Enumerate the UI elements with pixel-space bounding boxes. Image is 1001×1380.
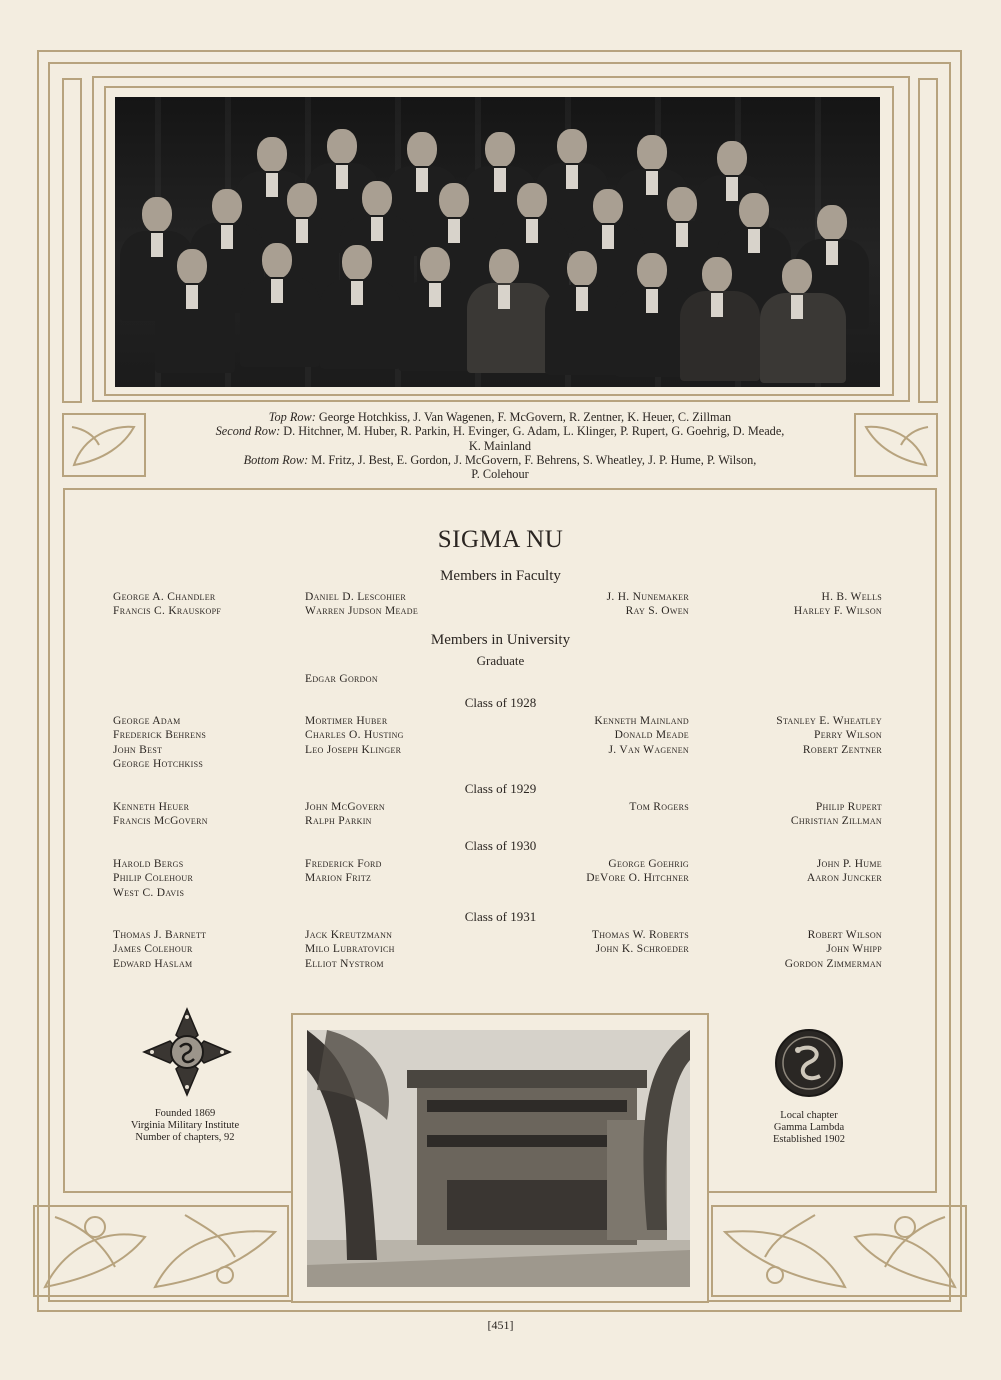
bottom-left-leaf-ornament	[33, 1205, 289, 1297]
right-pillar	[918, 78, 938, 403]
c1931-col2: Jack Kreutzmann Milo Lubratovich Elliot Nystrom	[305, 929, 395, 970]
class-1928-heading: Class of 1928	[464, 695, 537, 710]
c1928-col1: George Adam Frederick Behrens John Best George Hotchkiss	[113, 715, 207, 771]
c1928-col2: Mortimer Huber Charles O. Husting Leo Joseph Klinger	[305, 715, 404, 756]
page-number: [451]	[487, 1318, 514, 1332]
left-pillar	[62, 78, 82, 403]
faculty-heading: Members in Faculty	[440, 568, 561, 584]
c1929-col4: Philip Rupert Christian Zillman	[790, 801, 882, 828]
caption-second-label: Second Row:	[215, 424, 281, 439]
caption-second-cont: K. Mainland	[468, 438, 532, 453]
faculty-col4: H. B. Wells Harley F. Wilson	[793, 591, 882, 618]
founded-line3: Number of chapters, 92	[135, 1132, 235, 1143]
bottom-right-leaf-ornament	[711, 1205, 967, 1297]
chapter-house-photograph	[307, 1030, 690, 1287]
serpent-emblem-icon	[774, 1028, 844, 1098]
caption-bottom-names: M. Fritz, J. Best, E. Gordon, J. McGovern, F. Behrens, S. Wheatley, J. P. Hume, P. Wilson,	[308, 452, 757, 467]
caption-top-names: George Hotchkiss, J. Van Wagenen, F. McGovern, R. Zentner, K. Heuer, C. Zillman	[315, 410, 732, 424]
c1931-col3: Thomas W. Roberts John K. Schroeder	[591, 929, 689, 956]
page-title: SIGMA NU	[437, 526, 564, 553]
photo-caption	[140, 410, 860, 481]
class-1929-heading: Class of 1929	[464, 781, 537, 796]
local-line2: Gamma Lambda	[773, 1122, 845, 1133]
c1931-col1: Thomas J. Barnett James Colehour Edward Haslam	[113, 929, 207, 970]
c1930-col1: Harold Bergs Philip Colehour West C. Davis	[113, 858, 194, 899]
founded-line1: Founded 1869	[154, 1108, 216, 1119]
graduate-heading: Graduate	[476, 653, 525, 668]
caption-bottom-cont: P. Colehour	[471, 467, 529, 482]
local-line3: Established 1902	[772, 1134, 846, 1145]
class-1931-heading: Class of 1931	[464, 909, 537, 924]
c1929-col3: Tom Rogers	[629, 801, 689, 813]
caption-top-label: Top Row:	[268, 410, 316, 424]
group-photograph	[115, 97, 880, 387]
c1931-col4: Robert Wilson John Whipp Gordon Zimmerman	[784, 929, 882, 970]
faculty-col3: J. H. Nunemaker Ray S. Owen	[606, 591, 689, 618]
c1930-col2: Frederick Ford Marion Fritz	[305, 858, 382, 885]
local-line1: Local chapter	[780, 1110, 838, 1121]
c1930-col3: George Goehrig DeVore O. Hitchner	[586, 858, 689, 885]
c1930-col4: John P. Hume Aaron Juncker	[806, 858, 882, 885]
caption-bottom-label: Bottom Row:	[243, 452, 309, 467]
caption-second-names: D. Hitchner, M. Huber, R. Parkin, H. Evinger, G. Adam, L. Klinger, P. Rupert, G. Goehrig, D. Meade,	[280, 424, 785, 439]
faculty-col1: George A. Chandler Francis C. Krauskopf	[113, 591, 222, 618]
founded-info	[100, 1108, 270, 1144]
c1928-col4: Stanley E. Wheatley Perry Wilson Robert Zentner	[776, 715, 882, 756]
c1928-col3: Kenneth Mainland Donald Meade J. Van Wagenen	[594, 715, 689, 756]
university-heading: Members in University	[430, 632, 571, 648]
graduate-name: Edgar Gordon	[305, 673, 378, 685]
local-chapter-info	[730, 1110, 888, 1146]
c1929-col2: John McGovern Ralph Parkin	[305, 801, 386, 828]
faculty-col2: Daniel D. Lescohier Warren Judson Meade	[305, 591, 419, 618]
class-1930-heading: Class of 1930	[464, 838, 537, 853]
right-leaf-ornament	[854, 413, 938, 477]
founded-line2: Virginia Military Institute	[130, 1120, 240, 1131]
fraternity-badge-icon	[140, 1005, 234, 1099]
left-leaf-ornament	[62, 413, 146, 477]
c1929-col1: Kenneth Heuer Francis McGovern	[113, 801, 208, 828]
